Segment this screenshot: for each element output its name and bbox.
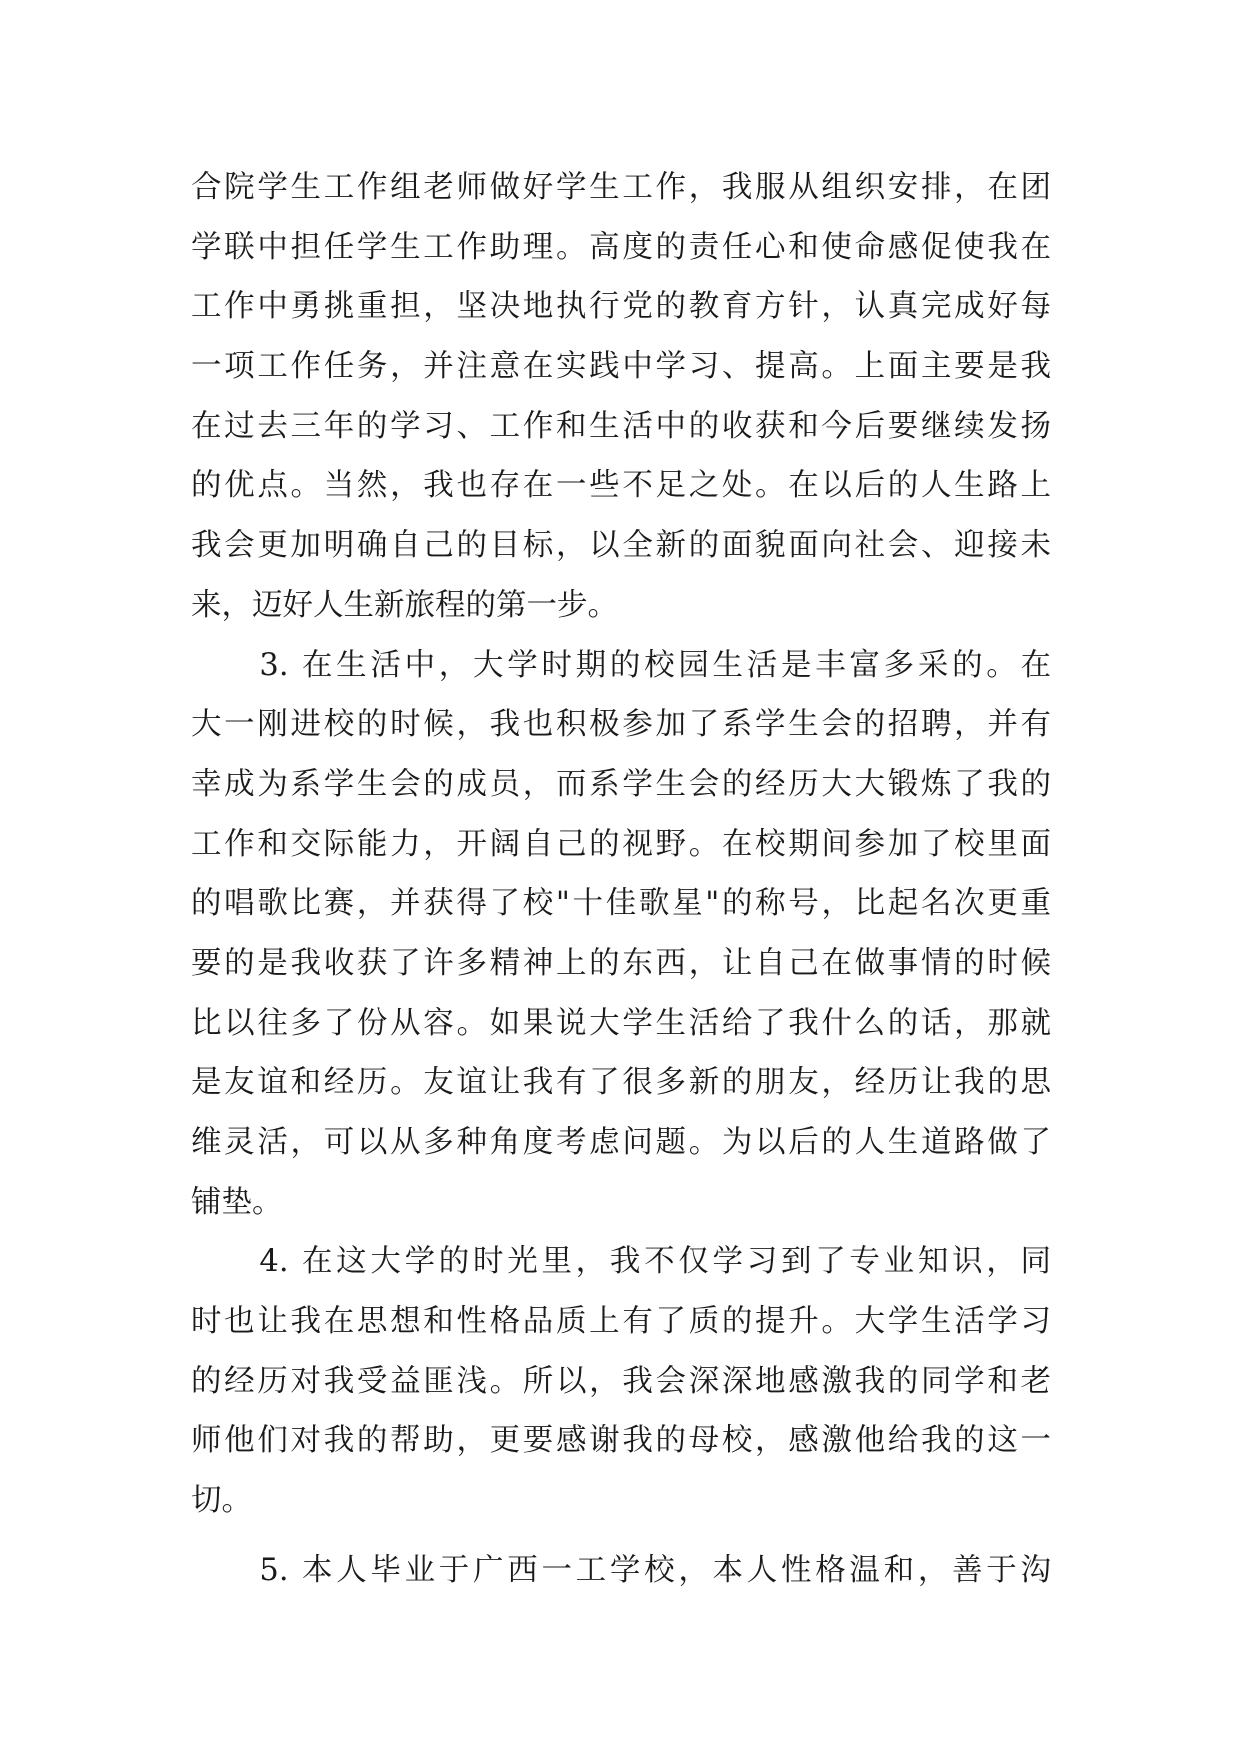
text-line: 工作和交际能力，开阔自己的视野。在校期间参加了校里面	[191, 826, 1051, 862]
text-line: 时也让我在思想和性格品质上有了质的提升。大学生活学习	[191, 1304, 1051, 1340]
text-line: 铺垫。	[191, 1184, 283, 1220]
text-line: 3. 在生活中，大学时期的校园生活是丰富多采的。在	[191, 647, 1051, 683]
text-line: 切。	[191, 1483, 252, 1519]
text-line: 在过去三年的学习、工作和生活中的收获和今后要继续发扬	[191, 408, 1051, 444]
paragraph-item-5	[191, 1541, 1051, 1601]
text-line: 比以往多了份从容。如果说大学生活给了我什么的话，那就	[191, 1005, 1051, 1041]
text-line: 的经历对我受益匪浅。所以，我会深深地感激我的同学和老	[191, 1363, 1051, 1399]
document-body	[191, 158, 1051, 1601]
text-line: 要的是我收获了许多精神上的东西，让自己在做事情的时候	[191, 945, 1051, 981]
text-line: 的唱歌比赛，并获得了校"十佳歌星"的称号，比起名次更重	[191, 886, 1051, 922]
text-line: 的优点。当然，我也存在一些不足之处。在以后的人生路上	[191, 468, 1051, 504]
text-line: 4. 在这大学的时光里，我不仅学习到了专业知识，同	[191, 1244, 1051, 1280]
paragraph-continuation	[191, 158, 1051, 636]
text-line: 一项工作任务，并注意在实践中学习、提高。上面主要是我	[191, 349, 1051, 385]
paragraph-spacer	[191, 1531, 1051, 1541]
text-line: 我会更加明确自己的目标，以全新的面貌面向社会、迎接未	[191, 528, 1051, 564]
text-line: 维灵活，可以从多种角度考虑问题。为以后的人生道路做了	[191, 1125, 1051, 1160]
text-line: 是友谊和经历。友谊让我有了很多新的朋友，经历让我的思	[191, 1065, 1051, 1101]
paragraph-item-3	[191, 636, 1051, 1233]
text-line: 工作中勇挑重担，坚决地执行党的教育方针，认真完成好每	[191, 289, 1051, 325]
text-line: 幸成为系学生会的成员，而系学生会的经历大大锻炼了我的	[191, 766, 1051, 802]
text-line: 学联中担任学生工作助理。高度的责任心和使命感促使我在	[191, 229, 1051, 265]
paragraph-item-4	[191, 1232, 1051, 1530]
text-line: 合院学生工作组老师做好学生工作，我服从组织安排，在团	[191, 170, 1051, 205]
text-line: 来，迈好人生新旅程的第一步。	[191, 587, 618, 623]
text-line: 大一刚进校的时候，我也积极参加了系学生会的招聘，并有	[191, 707, 1051, 743]
text-line: 师他们对我的帮助，更要感谢我的母校，感激他给我的这一	[191, 1423, 1051, 1459]
text-line: 5. 本人毕业于广西一工学校，本人性格温和，善于沟	[191, 1552, 1051, 1588]
